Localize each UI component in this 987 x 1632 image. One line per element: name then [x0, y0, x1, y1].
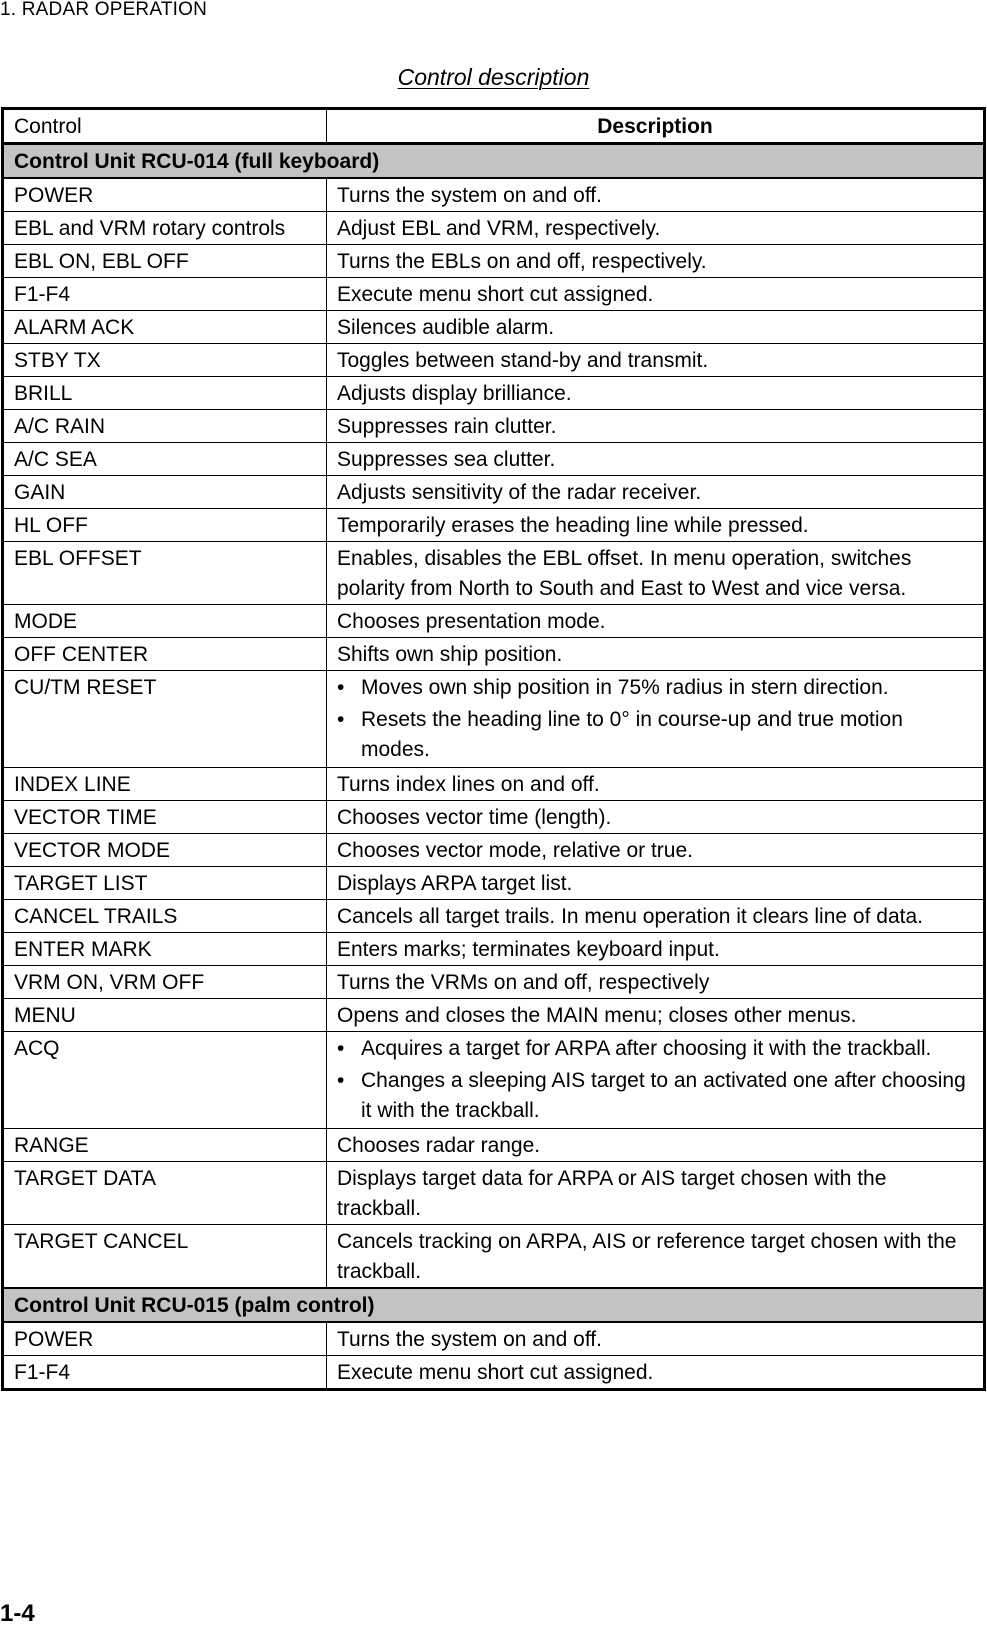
table-row: [3, 966, 985, 999]
section-title: Control Unit RCU-015 (palm control): [3, 1288, 985, 1322]
description-cell: Chooses vector time (length).: [327, 801, 985, 834]
table-body: [3, 144, 985, 1390]
table-row: [3, 834, 985, 867]
description-cell: Enables, disables the EBL offset. In menu operation, switches polarity from North to South and East to West and vice versa.: [327, 542, 985, 605]
section-header-row: [3, 1288, 985, 1322]
control-name-cell: BRILL: [3, 377, 327, 410]
description-cell: Displays target data for ARPA or AIS target chosen with the trackball.: [327, 1162, 985, 1225]
control-name-cell: EBL OFFSET: [3, 542, 327, 605]
description-cell: Cancels all target trails. In menu operation it clears line of data.: [327, 900, 985, 933]
description-cell: Cancels tracking on ARPA, AIS or reference target chosen with the trackball.: [327, 1225, 985, 1289]
description-bullet-list: [337, 1034, 973, 1126]
running-header: 1. RADAR OPERATION: [0, 0, 208, 20]
control-name-cell: INDEX LINE: [3, 768, 327, 801]
description-cell: Execute menu short cut assigned.: [327, 278, 985, 311]
table-row: [3, 801, 985, 834]
description-cell: Adjusts display brilliance.: [327, 377, 985, 410]
table-row: [3, 311, 985, 344]
description-cell: Turns the system on and off.: [327, 1322, 985, 1356]
control-name-cell: EBL and VRM rotary controls: [3, 212, 327, 245]
table-row: [3, 212, 985, 245]
description-bullet-item: • Resets the heading line to 0° in course-up and true motion modes.: [337, 705, 973, 765]
control-name-cell: POWER: [3, 178, 327, 212]
section-header-row: [3, 144, 985, 179]
description-cell: Chooses presentation mode.: [327, 605, 985, 638]
table-row: [3, 410, 985, 443]
description-bullet-list: [337, 673, 973, 765]
table-row: [3, 278, 985, 311]
description-cell: Adjust EBL and VRM, respectively.: [327, 212, 985, 245]
column-header-control: Control: [3, 109, 327, 144]
control-name-cell: TARGET DATA: [3, 1162, 327, 1225]
table-row: [3, 933, 985, 966]
table-row: [3, 509, 985, 542]
description-bullet-item: • Changes a sleeping AIS target to an activated one after choosing it with the trackball.: [337, 1066, 973, 1126]
control-name-cell: A/C SEA: [3, 443, 327, 476]
control-name-cell: POWER: [3, 1322, 327, 1356]
control-name-cell: TARGET LIST: [3, 867, 327, 900]
description-cell: Enters marks; terminates keyboard input.: [327, 933, 985, 966]
description-cell: Opens and closes the MAIN menu; closes other menus.: [327, 999, 985, 1032]
description-bullet-item: • Moves own ship position in 75% radius in stern direction.: [337, 673, 973, 703]
table-row: [3, 344, 985, 377]
description-cell: Turns the system on and off.: [327, 178, 985, 212]
table-caption: Control description: [397, 64, 590, 90]
description-cell: Displays ARPA target list.: [327, 867, 985, 900]
table-row: [3, 476, 985, 509]
table-row: [3, 638, 985, 671]
control-name-cell: VECTOR TIME: [3, 801, 327, 834]
description-cell: Suppresses sea clutter.: [327, 443, 985, 476]
table-row: [3, 1129, 985, 1162]
control-name-cell: EBL ON, EBL OFF: [3, 245, 327, 278]
section-title: Control Unit RCU-014 (full keyboard): [3, 144, 985, 179]
control-name-cell: MENU: [3, 999, 327, 1032]
description-cell: Adjusts sensitivity of the radar receiver.: [327, 476, 985, 509]
control-name-cell: CU/TM RESET: [3, 671, 327, 768]
description-cell: Silences audible alarm.: [327, 311, 985, 344]
table-row: [3, 768, 985, 801]
table-header-row: [3, 109, 985, 144]
table-row: [3, 1032, 985, 1129]
description-cell: Shifts own ship position.: [327, 638, 985, 671]
description-cell: Temporarily erases the heading line while pressed.: [327, 509, 985, 542]
description-bullet-item: • Acquires a target for ARPA after choosing it with the trackball.: [337, 1034, 973, 1064]
control-description-table: [1, 107, 986, 1391]
control-name-cell: ACQ: [3, 1032, 327, 1129]
table-row: [3, 1162, 985, 1225]
description-cell: [327, 671, 985, 768]
description-cell: Suppresses rain clutter.: [327, 410, 985, 443]
description-cell: Turns the VRMs on and off, respectively: [327, 966, 985, 999]
column-header-description: Description: [327, 109, 985, 144]
page-number: 1-4: [0, 1600, 35, 1627]
table-row: [3, 245, 985, 278]
table-row: [3, 377, 985, 410]
control-name-cell: GAIN: [3, 476, 327, 509]
table-row: [3, 1356, 985, 1390]
table-row: [3, 999, 985, 1032]
control-name-cell: F1-F4: [3, 278, 327, 311]
control-name-cell: VRM ON, VRM OFF: [3, 966, 327, 999]
control-name-cell: STBY TX: [3, 344, 327, 377]
control-name-cell: A/C RAIN: [3, 410, 327, 443]
table-row: [3, 900, 985, 933]
control-name-cell: ALARM ACK: [3, 311, 327, 344]
description-cell: Turns the EBLs on and off, respectively.: [327, 245, 985, 278]
control-name-cell: ENTER MARK: [3, 933, 327, 966]
table-row: [3, 1225, 985, 1289]
control-name-cell: TARGET CANCEL: [3, 1225, 327, 1289]
control-name-cell: VECTOR MODE: [3, 834, 327, 867]
table-row: [3, 605, 985, 638]
description-cell: [327, 1032, 985, 1129]
table-row: [3, 178, 985, 212]
control-name-cell: MODE: [3, 605, 327, 638]
control-name-cell: F1-F4: [3, 1356, 327, 1390]
table-row: [3, 671, 985, 768]
description-cell: Chooses vector mode, relative or true.: [327, 834, 985, 867]
description-cell: Execute menu short cut assigned.: [327, 1356, 985, 1390]
control-name-cell: RANGE: [3, 1129, 327, 1162]
control-name-cell: OFF CENTER: [3, 638, 327, 671]
table-row: [3, 867, 985, 900]
control-name-cell: HL OFF: [3, 509, 327, 542]
table-row: [3, 443, 985, 476]
description-cell: Chooses radar range.: [327, 1129, 985, 1162]
description-cell: Turns index lines on and off.: [327, 768, 985, 801]
description-cell: Toggles between stand-by and transmit.: [327, 344, 985, 377]
table-row: [3, 542, 985, 605]
control-name-cell: CANCEL TRAILS: [3, 900, 327, 933]
table-row: [3, 1322, 985, 1356]
